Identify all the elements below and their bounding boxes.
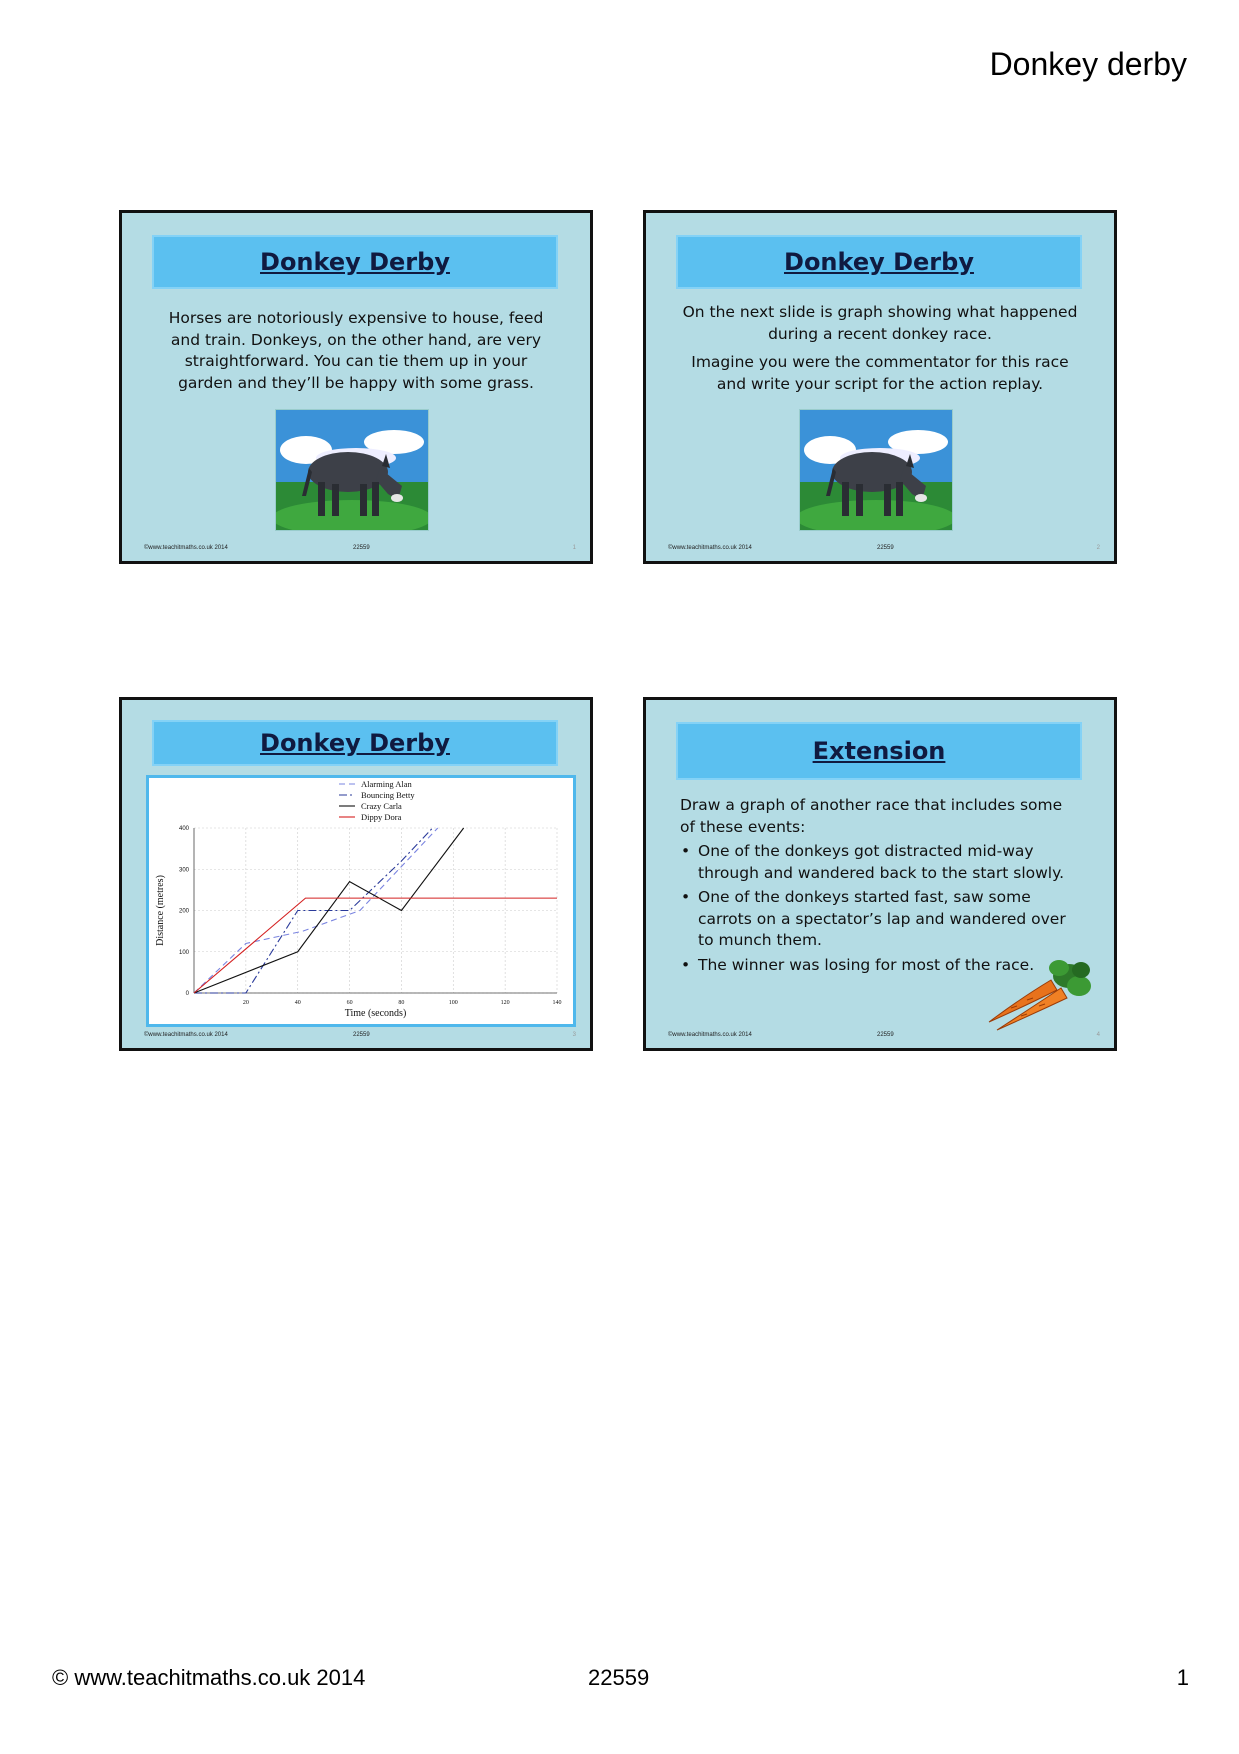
- y-tick-label: 400: [178, 826, 189, 832]
- document-title: Donkey derby: [989, 46, 1187, 82]
- x-tick-label: 120: [500, 1000, 510, 1006]
- x-tick-label: 40: [294, 1000, 301, 1006]
- slide-footer-code: 22559: [353, 1032, 370, 1038]
- slide-2: [643, 210, 1117, 564]
- slide-footer-copyright: ©www.teachitmaths.co.uk 2014: [144, 545, 228, 551]
- extension-bullet-list: [680, 841, 1080, 976]
- race-chart-svg: [149, 778, 573, 1024]
- y-tick-label: 200: [178, 908, 189, 915]
- slide-title: Extension: [812, 737, 946, 765]
- extension-intro: Draw a graph of another race that includes some of these events:: [680, 796, 1063, 836]
- slide-footer-copyright: ©www.teachitmaths.co.uk 2014: [144, 1032, 228, 1038]
- legend-label: Bouncing Betty: [361, 790, 415, 800]
- donkey-image: [799, 409, 953, 531]
- y-tick-label: 100: [178, 949, 189, 956]
- extension-bullet: • One of the donkeys started fast, saw some carrots on a spectator’s lap and wandered over to munch them.: [680, 887, 1080, 952]
- slide-title-banner: [676, 235, 1082, 289]
- y-axis-label: Distance (metres): [155, 875, 166, 946]
- carrots-image: [981, 958, 1093, 1033]
- legend-label: Alarming Alan: [361, 779, 412, 789]
- slide-footer-copyright: ©www.teachitmaths.co.uk 2014: [668, 1032, 752, 1038]
- slide-title-banner: [152, 720, 558, 766]
- slide-1: [119, 210, 593, 564]
- legend-label: Dippy Dora: [361, 812, 402, 822]
- x-tick-label: 140: [552, 1000, 562, 1006]
- race-graph: [146, 775, 576, 1027]
- donkey-image: [275, 409, 429, 531]
- extension-bullet: • One of the donkeys got distracted mid-way through and wandered back to the start slowly.: [680, 841, 1080, 884]
- slide-footer-code: 22559: [877, 1032, 894, 1038]
- slide-footer-page: 2: [1096, 545, 1100, 551]
- slide-footer-code: 22559: [877, 545, 894, 551]
- slide-title-banner: [676, 722, 1082, 780]
- extension-bullet: • The winner was losing for most of the race.: [680, 955, 1080, 977]
- extension-text: [680, 795, 1080, 979]
- slide-body-text: On the next slide is graph showing what happened during a recent donkey race.: [682, 303, 1078, 343]
- series-line: [194, 828, 433, 993]
- slide-title: Donkey Derby: [260, 729, 450, 757]
- page-footer-page-number: 1: [1176, 1665, 1189, 1690]
- x-tick-label: 100: [448, 1000, 458, 1006]
- slide-footer-copyright: ©www.teachitmaths.co.uk 2014: [668, 545, 752, 551]
- slide-body-text: Horses are notoriously expensive to house, feed and train. Donkeys, on the other hand, are very straightforward. You can tie them up in your garden and they’ll be happy with some grass.: [168, 309, 544, 392]
- slide-3: [119, 697, 593, 1051]
- slide-title: Donkey Derby: [784, 248, 974, 276]
- series-line: [194, 898, 557, 993]
- slide-footer-page: 3: [572, 1032, 576, 1038]
- slide-4: [643, 697, 1117, 1051]
- slide-body-text: Imagine you were the commentator for this race and write your script for the action replay.: [691, 353, 1069, 393]
- slide-footer-page: 1: [572, 545, 576, 551]
- legend-label: Crazy Carla: [361, 801, 402, 811]
- y-tick-label: 0: [185, 991, 189, 997]
- slide-title: Donkey Derby: [260, 248, 450, 276]
- slide-footer-page: 4: [1096, 1032, 1100, 1038]
- x-tick-label: 60: [346, 1000, 353, 1006]
- page-footer-copyright: © www.teachitmaths.co.uk 2014: [52, 1665, 366, 1690]
- slide-title-banner: [152, 235, 558, 289]
- slide-footer-code: 22559: [353, 545, 370, 551]
- x-tick-label: 20: [242, 1000, 249, 1006]
- x-axis-label: Time (seconds): [344, 1008, 407, 1019]
- x-tick-label: 80: [398, 1000, 405, 1006]
- page-footer-code: 22559: [588, 1665, 650, 1690]
- y-tick-label: 300: [178, 867, 189, 874]
